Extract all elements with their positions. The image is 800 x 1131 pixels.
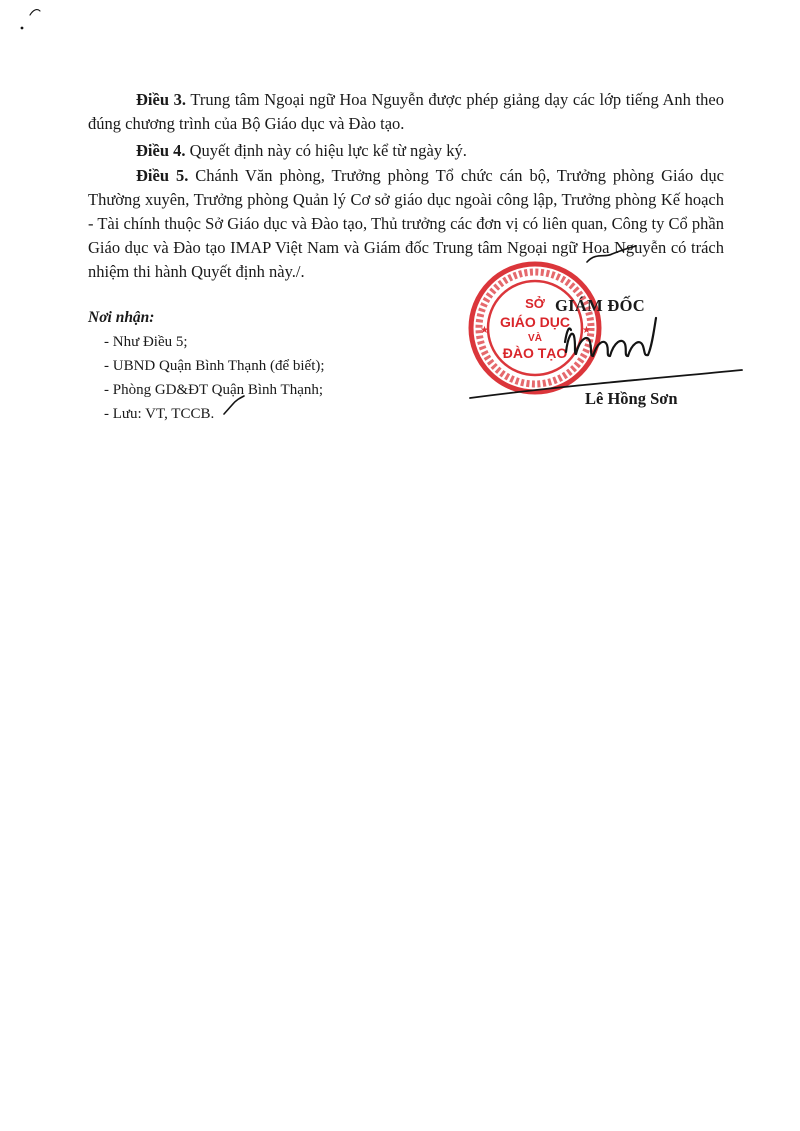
recipients-list	[88, 330, 325, 426]
seal-text-line: GIÁO DỤC	[500, 314, 570, 330]
article-4-text: Quyết định này có hiệu lực kể từ ngày ký.	[185, 141, 467, 160]
article-4	[88, 139, 724, 163]
recipient-item: - Phòng GD&ĐT Quận Bình Thạnh;	[104, 382, 324, 398]
article-3-text: Trung tâm Ngoại ngữ Hoa Nguyễn được phép giảng dạy các lớp tiếng Anh theo đúng chương trình của Bộ Giáo dục và Đào tạo.	[88, 90, 724, 133]
seal-text-line: VÀ	[528, 333, 542, 344]
article-4-heading: Điều 4.	[136, 141, 186, 160]
article-5	[88, 164, 724, 284]
recipient-item: - UBND Quận Bình Thạnh (để biết);	[104, 358, 325, 374]
article-3-heading: Điều 3.	[136, 90, 187, 109]
recipients-block	[88, 306, 325, 426]
svg-text:★: ★	[582, 325, 591, 336]
signer-title: GIÁM ĐỐC	[555, 296, 645, 315]
signer-name: Lê Hồng Sơn	[585, 389, 678, 408]
recipient-item: - Lưu: VT, TCCB.	[104, 406, 215, 422]
recipient-item: - Như Điều 5;	[104, 334, 188, 350]
article-5-heading: Điều 5.	[136, 166, 189, 185]
seal-text-line: ĐÀO TẠO	[502, 345, 568, 361]
svg-text:★: ★	[480, 325, 489, 336]
article-5-text: Chánh Văn phòng, Trưởng phòng Tổ chức cán bộ, Trưởng phòng Giáo dục Thường xuyên, Trưởng phòng Quản lý Cơ sở giáo dục ngoài công lập, Trưởng phòng Kế hoạch - Tài chính thuộc Sở Giáo dục và Đào tạo, Thủ trưởng các đơn vị có liên quan, Công ty Cổ phần Giáo dục và Đào tạo IMAP Việt Nam và Giám đốc Trung tâm Ngoại ngữ Hoa Nguyễn có trách nhiệm thi hành Quyết định này./.	[88, 166, 724, 281]
seal-text-line: SỞ	[525, 296, 545, 311]
article-3	[88, 88, 724, 136]
recipients-title: Nơi nhận:	[88, 309, 155, 326]
